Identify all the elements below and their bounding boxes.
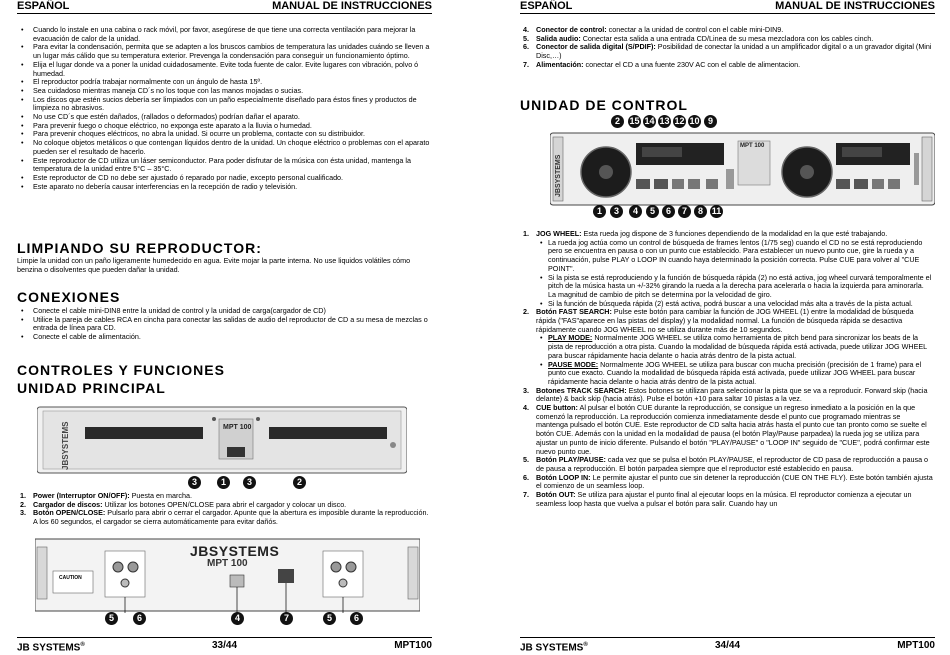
- page-footer: [17, 637, 432, 654]
- list-item: • Este reproductor de CD no debe ser ajustado ó reparado por nadie, excepto personal cualificado.: [17, 174, 430, 183]
- page-footer: [520, 637, 935, 654]
- header-title: MANUAL DE INSTRUCCIONES: [775, 0, 935, 12]
- sub-list: [536, 334, 933, 386]
- marker-14: 14: [644, 116, 655, 126]
- marker-3: 3: [243, 476, 256, 489]
- safety-list: [17, 26, 430, 191]
- marker-2: 2: [293, 476, 306, 489]
- list-item: • Para prevenir fuego o choque eléctrico, no exponga este aparato a la lluvia o humedad.: [17, 122, 430, 131]
- connections-list: [17, 307, 430, 342]
- list-item: • No use CD´s que estén dañados, (rallados o deformados) podrían dañar el aparato.: [17, 113, 430, 122]
- list-item: • No coloque objetos metálicos o que contengan líquidos dentro de la unidad. Un choque eléctrico o problemas con el aparato pueden ser el resultado de hacerlo.: [17, 139, 430, 156]
- sub-item: • Si la pista se está reproduciendo y la función de búsqueda rápida (2) no está activa, jog wheel curvará temporalmente el pitch de la música hasta un +/-32% girando la rueda a la derecha para acelerarla o hacia la izquierda para aminorarla. La magnitud de cambio de pitch se determina por la velocidad de giro.: [536, 274, 933, 300]
- page-right: [520, 0, 935, 654]
- marker-3: 3: [188, 476, 201, 489]
- footer-model: MPT100: [394, 640, 432, 651]
- caution-label: CAUTION: [59, 575, 82, 581]
- list-item: 1. JOG WHEEL: Esta rueda jog dispone de 3 funciones dependiendo de la modalidad en la que esté trabajando. • La rueda jog actúa como un control de búsqueda de frames lentos (1/75 seg) cuando el CD no se está reproduciendo pero se encuentra en pausa o con un punto cue establecido. Para establecer un nuevo punto cue, gire la rueda y a continuación, pulse PLAY o LOOP IN cuando haya determinado la posición correcta. Pulse CUE para volver al "CUE POINT". • Si la pista se está reproduciendo y la función de búsqueda rápida (2) no está activa, jog wheel curvará temporalmente el pitch de la música hasta un +/-32% girando la rueda a la derecha para acelerarla o hacia la izquierda para aminorarla. La magnitud de cambio de pitch se determina por la velocidad de giro. • Si la función de búsqueda rápida (2) está activa, podrá buscar a una velocidad más alta a través de la pista actual.: [520, 230, 933, 308]
- marker-13: 13: [659, 116, 670, 126]
- list-item: 2. Cargador de discos: Utilizar los botones OPEN/CLOSE para abrir el cargador y colocar un disco.: [20, 499, 347, 509]
- control-unit-figure: [550, 113, 935, 223]
- sub-item: • PLAY MODE: Normalmente JOG WHEEL se utiliza como herramienta de pitch bend para sincronizar los beats de la pista de reproducción a otra pista. Cuando la modalidad de búsqueda rápida está activada, puede utilizar JOG WHEEL para buscar rápidamente hacia delante o hacia atrás dentro de la pista actual.: [536, 334, 933, 360]
- list-item: • Conecte el cable de alimentación.: [17, 333, 430, 342]
- marker-1: 1: [593, 205, 606, 218]
- sub-item: • La rueda jog actúa como un control de búsqueda de frames lentos (1/75 seg) cuando el CD no se está reproduciendo pero se encuentra en pausa o con un punto cue establecido. Para establecer un nuevo punto cue, gire la rueda y a continuación, pulse PLAY o LOOP IN cuando haya determinado la posición correcta. Pulse CUE para volver al "CUE POINT".: [536, 239, 933, 274]
- list-item: 2. Botón FAST SEARCH: Pulse este botón para cambiar la función de JOG WHEEL (1) entre la modalidad de búsqueda rápida ("FAS"aparece en las pistas del display) y la modalidad normal. La función de búsqueda rápida se desactiva rápidamente cuando JOG WHEEL no se utiliza durante más de 10 segundos. • PLAY MODE: Normalmente JOG WHEEL se utiliza como herramienta de pitch bend para sincronizar los beats de la pista de reproducción a otra pista. Cuando la modalidad de búsqueda rápida está activada, puede utilizar JOG WHEEL para buscar rápidamente hacia delante o hacia atrás dentro de la pista actual. • PAUSE MODE: Normalmente JOG WHEEL se utiliza para buscar con mucha precisión (precisión de 1 frame) para el punto cue exacto. Cuando la modalidad de búsqueda rápida está activada, puede utilizar JOG WHEEL para buscar rápidamente hacia delante o hacia atrás dentro de la pista actual.: [520, 308, 933, 386]
- rear-model-label: MPT 100: [207, 558, 248, 569]
- marker-3: 3: [610, 205, 623, 218]
- list-item: • Este reproductor de CD utiliza un láser semiconductor. Para poder disfrutar de la música con ésta unidad, mantenga la temperatura de la unidad entre 5°C – 35°C.: [17, 157, 430, 174]
- marker-5: 5: [646, 205, 659, 218]
- marker-4: 4: [629, 205, 642, 218]
- main-unit-list: [17, 492, 430, 527]
- page-header: [520, 0, 935, 14]
- list-item: • Conecte el cable mini-DIN8 entre la unidad de control y la unidad de carga(cargador de CD): [17, 307, 430, 316]
- connector-list: [520, 26, 933, 70]
- marker-6: 6: [133, 612, 146, 625]
- front-model-label: MPT 100: [223, 424, 252, 431]
- rear-panel-figure: [35, 535, 420, 633]
- cleaning-text: Limpie la unidad con un paño ligeramente humedecido en agua. Evite mojar la parte interna. No use liquidos volátiles cómo benzina o disolventes que pueden dañar la unidad.: [17, 256, 411, 274]
- list-item: 1. Power (Interruptor ON/OFF): Puesta en marcha.: [20, 491, 192, 500]
- list-item: 5. Botón PLAY/PAUSE: cada vez que se pulsa el botón PLAY/PAUSE, el reproductor de CD pasa de reproducción a pausa o de pausa a reproducción. El botón parpadea siempre que el reproductor esté establecido en pausa.: [523, 455, 929, 473]
- list-item: 4. Conector de control: conectar a la unidad de control con el cable mini-DIN9.: [523, 25, 784, 34]
- list-item: • El reproductor podría trabajar normalmente con un ángulo de hasta 15º.: [17, 78, 430, 87]
- list-item: • Este aparato no debería causar interferencias en la recepción de radio y televisión.: [17, 183, 430, 192]
- control-model-label: MPT 100: [740, 143, 765, 149]
- sub-list: [536, 239, 933, 309]
- footer-model: MPT100: [897, 640, 935, 651]
- page-number: 33/44: [211, 640, 238, 651]
- marker-5: 5: [323, 612, 336, 625]
- list-item: • Para evitar la condensación, permita que se adapten a los bruscos cambios de temperatura las unidades cuándo se lleven a un lugar más cálido que su temperatura exterior. Prevenga la condensación para conseguir un funcionamiento óptimo.: [17, 43, 430, 60]
- header-language: ESPAÑOL: [520, 0, 573, 12]
- marker-11: 11: [711, 206, 722, 216]
- control-unit-heading: UNIDAD DE CONTROL: [520, 97, 688, 113]
- front-panel-drawing: [37, 405, 407, 487]
- list-item: 3. Botones TRACK SEARCH: Estos botones se utilizan para seleccionar la pista que se va a reproducir. Forward skip (hacia delante) & back skip (hacia atrás). Pulse el botón +10 para saltar 10 pistas a la vez.: [523, 385, 928, 404]
- marker-7: 7: [280, 612, 293, 625]
- marker-7: 7: [678, 205, 691, 218]
- footer-brand: JB SYSTEMS®: [17, 642, 85, 654]
- page-header: [17, 0, 432, 14]
- control-unit-drawing: [550, 113, 935, 223]
- cleaning-heading: LIMPIANDO SU REPRODUCTOR:: [17, 240, 262, 256]
- control-list: [520, 230, 933, 509]
- list-item: 4. CUE button: Al pulsar el botón CUE durante la reproducción, se consigue un regreso inmediato a la posición en la que comenzó la reproducción. La reproducción comienza inmediatamente desde el punto cue programado mientras se mantenga pulsado el botón CUE. Este reproductor de CD salta hacia atrás hasta el punto cue tan pronto como se suelte el botón CUE. Además con la unidad en la modalidad de pausa (el botón Play/Pause parpadea) la rueda jog se utiliza para ajustar un punto de inicio diferente. Pulsando el botón "PLAY/PAUSE" o "LOOP IN" seguido de "CUE", podrá confirmar este nuevo punto cue.: [523, 403, 930, 456]
- marker-15: 15: [629, 116, 640, 126]
- front-brand-logo: JBSYSTEMS: [61, 421, 70, 470]
- front-panel-figure: [37, 405, 407, 487]
- sub-item: • PAUSE MODE: Normalmente JOG WHEEL se utiliza para buscar con mucha precisión (precisión de 1 frame) para el punto cue exacto. Cuando la modalidad de búsqueda rápida está activada, puede utilizar JOG WHEEL para buscar rápidamente hacia delante o hacia atrás dentro de la pista actual.: [536, 361, 933, 387]
- marker-6: 6: [662, 205, 675, 218]
- main-unit-heading: UNIDAD PRINCIPAL: [17, 380, 166, 396]
- list-item: 6. Botón LOOP IN: Le permite ajustar el punto cue sin detener la reproducción (CUE ON THE FLY). Este botón también ajusta el comienzo de un seamless loop.: [523, 472, 933, 491]
- marker-12: 12: [674, 116, 685, 126]
- marker-8: 8: [694, 205, 707, 218]
- list-item: 7. Botón OUT: Se utiliza para ajustar el punto final al ejecutar loops en la música. El reproductor comienza a ejecutar un seamless loop hasta que vuelva a pulsar el botón para salir. Cuando hay un: [523, 490, 912, 508]
- list-item: 6. Conector de salida digital (S/PDIF): Posibilidad de conectar la unidad a un amplificador digital o a un gravador digital (Mini Disc,…): [523, 42, 932, 61]
- list-item: 3. Botón OPEN/CLOSE: Pulsarlo para abrir o cerrar el cargador. Apunte que la abertura es imposible durante la reproducción. A los 60 segundos, el cargador se cierra automáticamente para evitar dañós.: [20, 508, 429, 527]
- marker-2: 2: [611, 115, 624, 128]
- header-title: MANUAL DE INSTRUCCIONES: [272, 0, 432, 12]
- list-item: 5. Salida audio: Conectar esta salida a una entrada CD/Linea de su mesa mezcladora con los cables cinch.: [523, 33, 874, 43]
- list-item: • Cuando lo instale en una cabina o rack móvil, por favor, asegúrese de que tiene una correcta ventilación para mejorar la evacuación de calor de la unidad.: [17, 26, 430, 43]
- header-language: ESPAÑOL: [17, 0, 70, 12]
- marker-6: 6: [350, 612, 363, 625]
- marker-5: 5: [105, 612, 118, 625]
- marker-10: 10: [689, 116, 700, 126]
- list-item: • Elija el lugar donde va a poner la unidad cuidadosamente. Evite toda fuente de calor. Evite lugares con vibración, polvo ó humedad.: [17, 61, 430, 78]
- list-item: • Utilice la pareja de cables RCA en cincha para conectar las salidas de audio del reproductor de CD a su mesa de mezclas o entrada de línea para CD.: [17, 316, 430, 333]
- marker-9: 9: [704, 115, 717, 128]
- list-item: • Los discos que estén sucios debería ser limpiados con un paño especialmente diseñado para éstos fines y productos de limpieza no abrasivos.: [17, 96, 430, 113]
- list-item: • Sea cuidadoso mientras maneja CD´s no los toque con las manos mojadas o sucias.: [17, 87, 430, 96]
- sub-item: • Si la función de búsqueda rápida (2) está activa, podrá buscar a una velocidad más alta a través de la pista actual.: [536, 300, 933, 309]
- list-item: 7. Alimentación: conectar el CD a una fuente 230V AC con el cable de alimentacion.: [523, 59, 801, 69]
- marker-1: 1: [217, 476, 230, 489]
- page-left: [17, 0, 432, 654]
- page-number: 34/44: [714, 640, 741, 651]
- rear-brand-logo: JBSYSTEMS: [190, 543, 280, 559]
- connections-heading: CONEXIONES: [17, 289, 121, 305]
- control-brand-logo: JBSYSTEMS: [555, 154, 562, 197]
- footer-brand: JB SYSTEMS®: [520, 642, 588, 654]
- list-item: • Para prevenir choques eléctricos, no abra la unidad. Si ocurre un problema, contacte con su distribuidor.: [17, 130, 430, 139]
- controls-heading: CONTROLES Y FUNCIONES: [17, 362, 225, 378]
- marker-4: 4: [231, 612, 244, 625]
